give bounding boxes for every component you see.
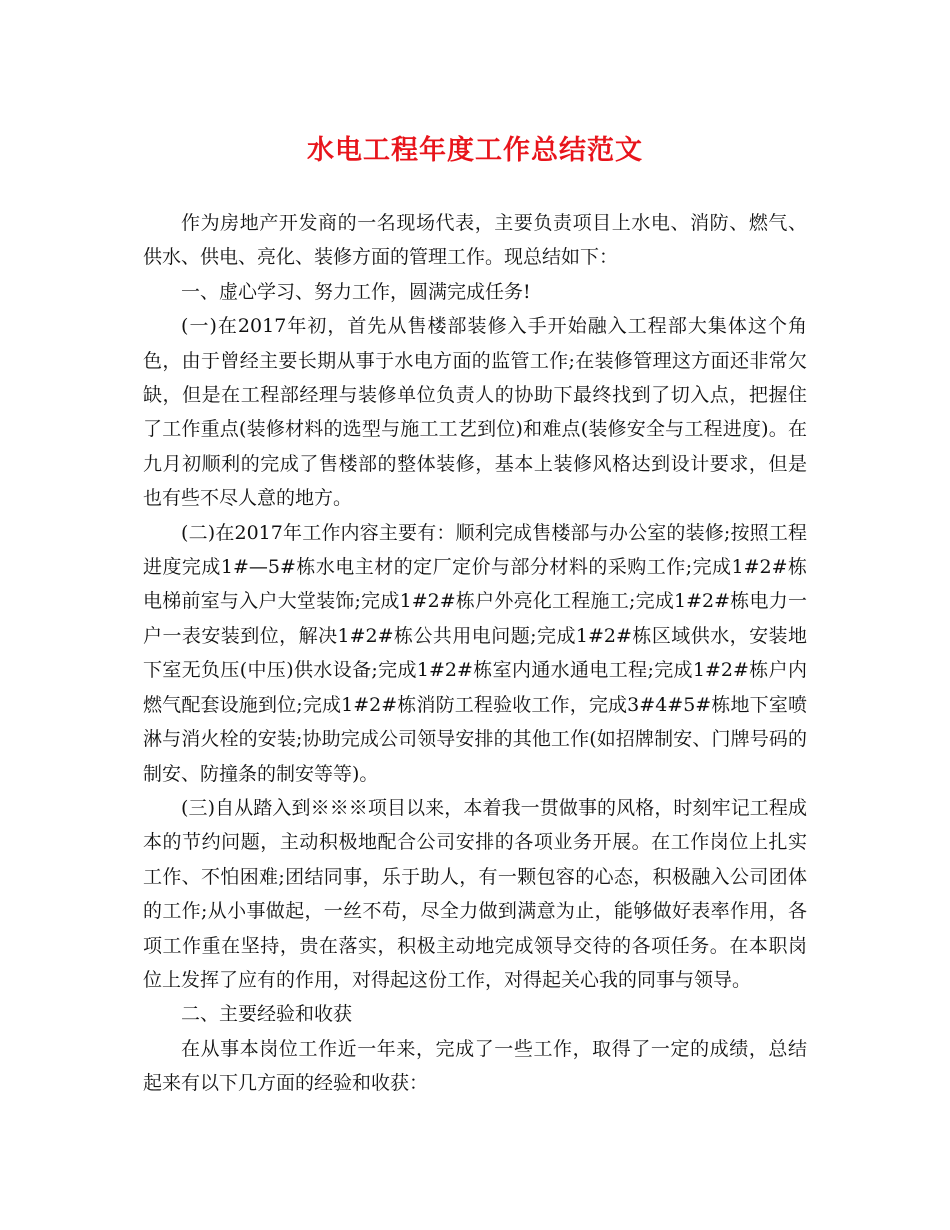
section-heading: 一、虚心学习、努力工作，圆满完成任务!: [181, 280, 531, 303]
section-heading: 二、主要经验和收获: [181, 1003, 353, 1026]
paragraph: (一)在2017年初，首先从售楼部装修入手开始融入工程部大集体这个角色，由于曾经主要长期从事于水电方面的监管工作;在装修管理这方面还非常欠缺，但是在工程部经理与装修单位负责人的协助下最终找到了切入点，把握住了工作重点(装修材料的选型与施工工艺到位)和难点(装修安全与工程进度)。在九月初顺利的完成了售楼部的整体装修，基本上装修风格达到设计要求，但是也有些不尽人意的地方。: [143, 315, 807, 510]
paragraph: (三)自从踏入到※※※项目以来，本着我一贯做事的风格，时刻牢记工程成本的节约问题，主动积极地配合公司安排的各项业务开展。在工作岗位上扎实工作、不怕困难;团结同事，乐于助人，有一颗包容的心态，积极融入公司团体的工作;从小事做起，一丝不苟，尽全力做到满意为止，能够做好表率作用，各项工作重在坚持，贵在落实，积极主动地完成领导交待的各项任务。在本职岗位上发挥了应有的作用，对得起这份工作，对得起关心我的同事与领导。: [143, 796, 807, 991]
document-title: 水电工程年度工作总结范文: [307, 135, 643, 166]
paragraph: (二)在2017年工作内容主要有：顺利完成售楼部与办公室的装修;按照工程进度完成1#—5#栋水电主材的定厂定价与部分材料的采购工作;完成1#2#栋电梯前室与入户大堂装饰;完成1#2#栋户外亮化工程施工;完成1#2#栋电力一户一表安装到位，解决1#2#栋公共用电问题;完成1#2#栋区域供水，安装地下室无负压(中压)供水设备;完成1#2#栋室内通水通电工程;完成1#2#栋户内燃气配套设施到位;完成1#2#栋消防工程验收工作，完成3#4#5#栋地下室喷淋与消火栓的安装;协助完成公司领导安排的其他工作(如招牌制安、门牌号码的制安、防撞条的制安等等)。: [143, 521, 807, 785]
document-body: [143, 206, 807, 1101]
paragraph: 作为房地产开发商的一名现场代表，主要负责项目上水电、消防、燃气、供水、供电、亮化、装修方面的管理工作。现总结如下：: [143, 212, 807, 269]
paragraph: 在从事本岗位工作近一年来，完成了一些工作，取得了一定的成绩，总结起来有以下几方面的经验和收获：: [143, 1037, 807, 1095]
